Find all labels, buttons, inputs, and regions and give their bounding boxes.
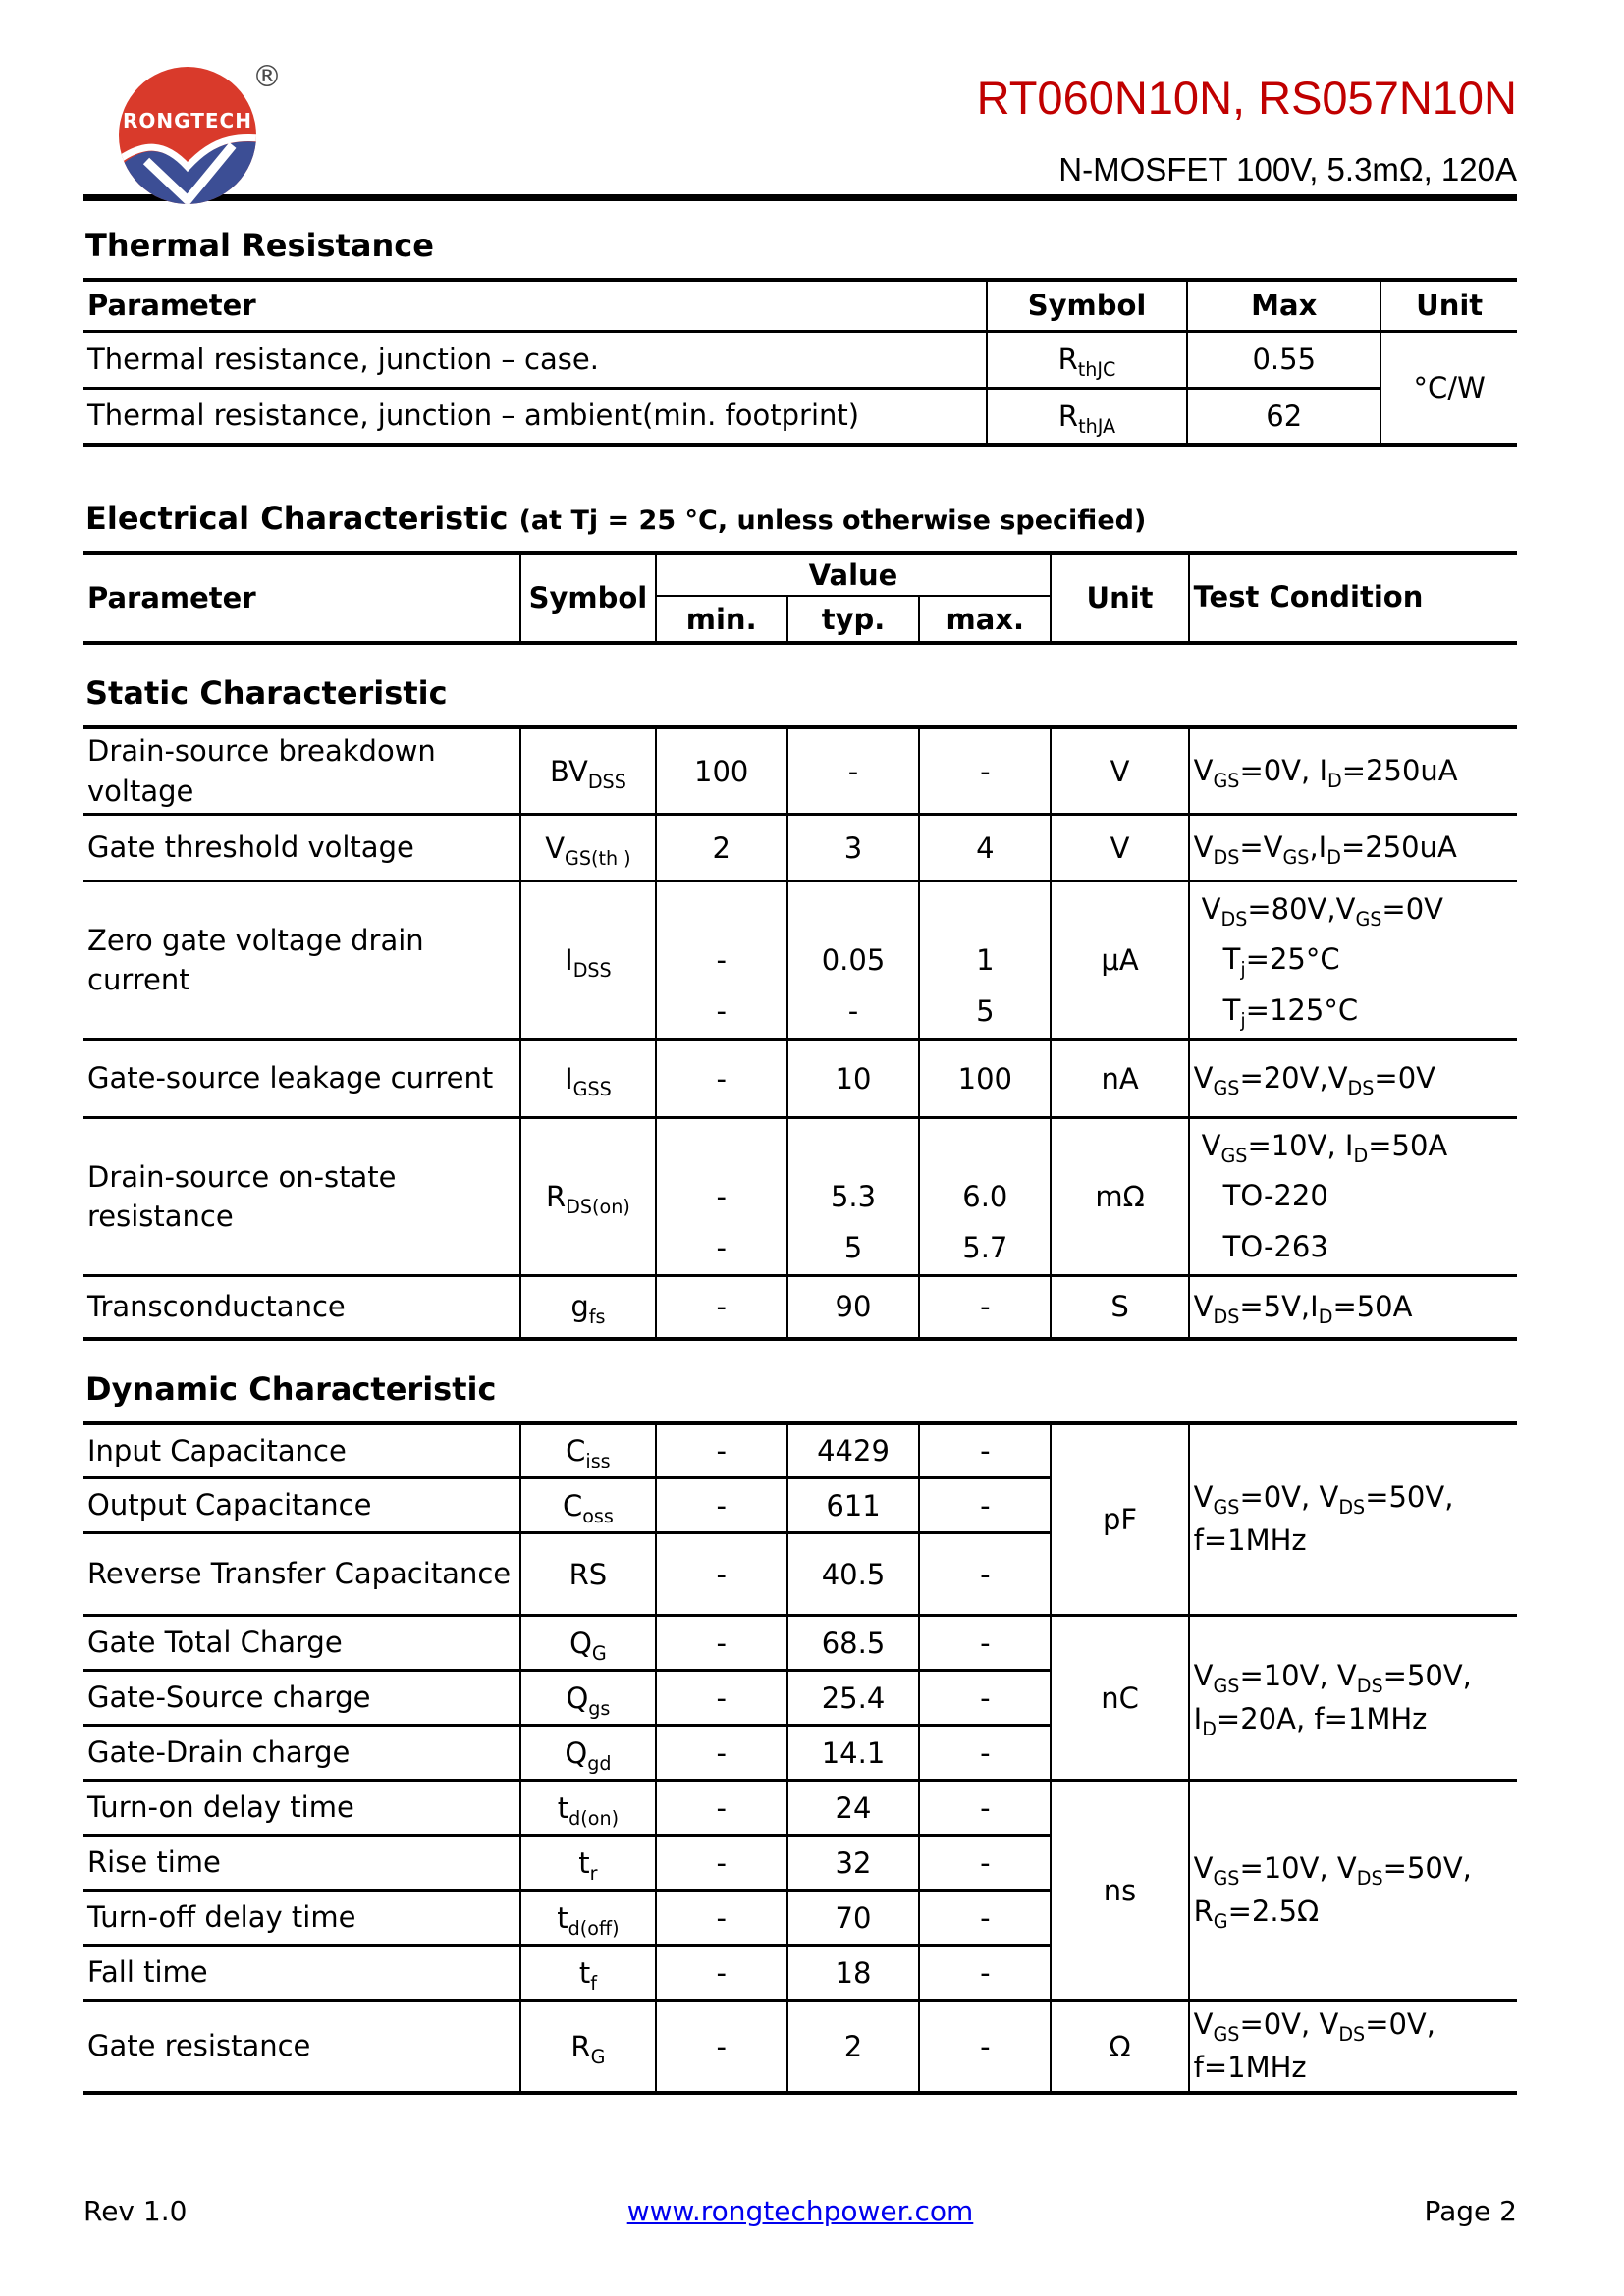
test-cell: $V_{GS}=0V$, $I_D=250uA$ — [1189, 727, 1517, 815]
test-cell: $V_{GS}=10V$, $V_{DS}=50V$, $I_D=20A$, f=1MHz — [1189, 1616, 1517, 1781]
test-cell: $V_{DS}=V_{GS},I_D=250uA$ — [1189, 815, 1517, 881]
table-row — [83, 881, 1517, 1040]
col-header-value: Value — [656, 553, 1052, 596]
symbol-cell: $R_{thJC}$ — [987, 331, 1187, 388]
symbol-cell: $t_f$ — [520, 1946, 655, 2001]
test-cell: $V_{DS}=80V,V_{GS}=0V$ $T_j=25^\circ C$ $T_j=125^\circ C$ — [1189, 881, 1517, 1040]
table-row — [83, 2001, 1517, 2094]
table-row — [83, 1118, 1517, 1276]
typ-cell: 18 — [787, 1946, 919, 2001]
min-cell: - — [656, 1781, 787, 1836]
min-cell: - — [656, 1836, 787, 1891]
min-cell: - — [656, 1671, 787, 1726]
product-subtitle: N-MOSFET 100V, 5.3mΩ, 120A — [1058, 150, 1517, 187]
max-cell: - — [919, 1946, 1051, 2001]
brand-logo — [117, 59, 289, 230]
table-header-row — [83, 280, 1517, 331]
col-header-symbol: Symbol — [987, 280, 1187, 331]
typ-cell: 70 — [787, 1891, 919, 1946]
max-cell: - — [919, 1726, 1051, 1781]
table-header-row — [83, 553, 1517, 596]
website-link[interactable]: www.rongtechpower.com — [626, 2195, 974, 2227]
test-cell: $V_{GS}=10V$, $I_D=50A$ TO-220 TO-263 — [1189, 1118, 1517, 1276]
test-cell: $V_{GS}=0V$, $V_{DS}=50V$, f=1MHz — [1189, 1423, 1517, 1616]
param-cell: Input Capacitance — [83, 1423, 520, 1478]
test-cell: $V_{GS}=10V$, $V_{DS}=50V$, $R_G=2.5\Omega$ — [1189, 1781, 1517, 2001]
max-cell: 100 — [919, 1040, 1051, 1118]
max-cell: 4 — [919, 815, 1051, 881]
revision-label: Rev 1.0 — [83, 2195, 188, 2227]
typ-cell: 4429 — [787, 1423, 919, 1478]
col-header-unit: Unit — [1051, 553, 1188, 643]
test-cell: $V_{DS}=5V,I_D=50A$ — [1189, 1276, 1517, 1339]
max-cell: 0.55 — [1187, 331, 1380, 388]
header-rule — [83, 194, 1517, 201]
symbol-cell: $Q_{gs}$ — [520, 1671, 655, 1726]
unit-cell: S — [1051, 1276, 1188, 1339]
section-heading-electrical — [85, 500, 1517, 537]
typ-cell: 32 — [787, 1836, 919, 1891]
typ-cell: 5.3 5 — [787, 1118, 919, 1276]
param-cell: Reverse Transfer Capacitance — [83, 1533, 520, 1616]
table-row — [83, 1040, 1517, 1118]
symbol-cell: $I_{DSS}$ — [520, 881, 655, 1040]
typ-cell: 2 — [787, 2001, 919, 2094]
max-cell: 62 — [1187, 388, 1380, 445]
min-cell: 2 — [656, 815, 787, 881]
unit-cell: nC — [1051, 1616, 1188, 1781]
static-table — [83, 725, 1517, 1341]
typ-cell: 90 — [787, 1276, 919, 1339]
min-cell: - — [656, 1423, 787, 1478]
col-header-max: Max — [1187, 280, 1380, 331]
symbol-cell: $t_{d(on)}$ — [520, 1781, 655, 1836]
table-row — [83, 727, 1517, 815]
min-cell: 100 — [656, 727, 787, 815]
param-cell: Zero gate voltage drain current — [83, 881, 520, 1040]
table-row — [83, 1276, 1517, 1339]
param-cell: Gate-source leakage current — [83, 1040, 520, 1118]
page-number: Page 2 — [1424, 2195, 1517, 2227]
max-cell: - — [919, 1891, 1051, 1946]
unit-cell: V — [1051, 815, 1188, 881]
typ-cell: 10 — [787, 1040, 919, 1118]
unit-cell: mΩ — [1051, 1118, 1188, 1276]
table-row — [83, 331, 1517, 388]
electrical-heading-text: Electrical Characteristic — [85, 500, 509, 537]
symbol-cell: $R_{thJA}$ — [987, 388, 1187, 445]
min-cell: - — [656, 1276, 787, 1339]
electrical-heading-note: (at Tj = 25 °C, unless otherwise specified) — [518, 506, 1147, 536]
min-cell: - — [656, 1533, 787, 1616]
logo-brand-text: RONGTECH — [123, 109, 252, 133]
min-cell: - — [656, 2001, 787, 2094]
col-header-parameter: Parameter — [83, 280, 987, 331]
symbol-cell: $Q_G$ — [520, 1616, 655, 1671]
symbol-cell: RS — [520, 1533, 655, 1616]
unit-cell: V — [1051, 727, 1188, 815]
unit-cell: °C/W — [1380, 331, 1517, 445]
max-cell: 1 5 — [919, 881, 1051, 1040]
max-cell: - — [919, 1423, 1051, 1478]
symbol-cell: $R_G$ — [520, 2001, 655, 2094]
typ-cell: 611 — [787, 1478, 919, 1533]
typ-cell: - — [787, 727, 919, 815]
max-cell: - — [919, 1671, 1051, 1726]
table-row — [83, 1423, 1517, 1478]
product-title: RT060N10N, RS057N10N — [976, 72, 1517, 124]
table-row — [83, 1781, 1517, 1836]
param-cell: Fall time — [83, 1946, 520, 2001]
col-header-min: min. — [656, 596, 787, 643]
typ-cell: 3 — [787, 815, 919, 881]
symbol-cell: $R_{DS(on)}$ — [520, 1118, 655, 1276]
unit-cell: ns — [1051, 1781, 1188, 2001]
max-cell: - — [919, 727, 1051, 815]
max-cell: - — [919, 2001, 1051, 2094]
thermal-table — [83, 278, 1517, 447]
symbol-cell: $Q_{gd}$ — [520, 1726, 655, 1781]
typ-cell: 68.5 — [787, 1616, 919, 1671]
title-block — [977, 49, 1517, 188]
typ-cell: 14.1 — [787, 1726, 919, 1781]
col-header-max: max. — [919, 596, 1051, 643]
section-heading-dynamic: Dynamic Characteristic — [85, 1369, 497, 1408]
param-cell: Turn-on delay time — [83, 1781, 520, 1836]
page-header — [83, 0, 1517, 194]
param-cell: Gate resistance — [87, 2029, 311, 2063]
col-header-typ: typ. — [787, 596, 919, 643]
min-cell: - — [656, 1616, 787, 1671]
unit-cell: Ω — [1051, 2001, 1188, 2094]
symbol-cell: $V_{GS(th )}$ — [520, 815, 655, 881]
col-header-parameter: Parameter — [87, 580, 256, 614]
max-cell: - — [919, 1836, 1051, 1891]
min-cell: - - — [656, 881, 787, 1040]
max-cell: 6.0 5.7 — [919, 1118, 1051, 1276]
test-cell: $V_{GS}=20V,V_{DS}=0V$ — [1189, 1040, 1517, 1118]
col-header-unit: Unit — [1380, 280, 1517, 331]
param-cell: Drain-source breakdown voltage — [83, 727, 520, 815]
symbol-cell: $C_{iss}$ — [520, 1423, 655, 1478]
table-row — [83, 1616, 1517, 1671]
max-cell: - — [919, 1616, 1051, 1671]
param-cell: Gate-Drain charge — [83, 1726, 520, 1781]
min-cell: - — [656, 1726, 787, 1781]
unit-cell: nA — [1051, 1040, 1188, 1118]
max-cell: - — [919, 1781, 1051, 1836]
param-cell: Rise time — [83, 1836, 520, 1891]
max-cell: - — [919, 1276, 1051, 1339]
param-cell: Transconductance — [87, 1290, 346, 1324]
symbol-cell: $t_r$ — [520, 1836, 655, 1891]
min-cell: - - — [656, 1118, 787, 1276]
min-cell: - — [656, 1040, 787, 1118]
symbol-cell: $g_{fs}$ — [520, 1276, 655, 1339]
param-cell: Output Capacitance — [83, 1478, 520, 1533]
typ-cell: 25.4 — [787, 1671, 919, 1726]
typ-cell: 40.5 — [787, 1533, 919, 1616]
page-footer — [83, 2195, 1517, 2227]
typ-cell: 0.05 - — [787, 881, 919, 1040]
symbol-cell: $t_{d(off)}$ — [520, 1891, 655, 1946]
test-cell: $V_{GS}=0V$, $V_{DS}=0V$, f=1MHz — [1189, 2001, 1517, 2094]
param-cell: Gate threshold voltage — [83, 815, 520, 881]
registered-trademark-icon: ® — [252, 60, 282, 94]
unit-cell: μA — [1051, 881, 1188, 1040]
min-cell: - — [656, 1478, 787, 1533]
symbol-cell: $C_{oss}$ — [520, 1478, 655, 1533]
col-header-symbol: Symbol — [520, 553, 655, 643]
unit-cell: pF — [1051, 1423, 1188, 1616]
typ-cell: 24 — [787, 1781, 919, 1836]
param-cell: Drain-source on-state resistance — [83, 1118, 520, 1276]
param-cell: Thermal resistance, junction – ambient(min. footprint) — [87, 399, 860, 433]
min-cell: - — [656, 1891, 787, 1946]
rongtech-logo-icon — [117, 59, 289, 226]
col-header-test-condition: Test Condition — [1189, 553, 1517, 643]
param-cell: Gate-Source charge — [83, 1671, 520, 1726]
param-cell: Gate Total Charge — [83, 1616, 520, 1671]
dynamic-table — [83, 1421, 1517, 2096]
table-row — [83, 388, 1517, 445]
symbol-cell: $I_{GSS}$ — [520, 1040, 655, 1118]
max-cell: - — [919, 1533, 1051, 1616]
table-row — [83, 815, 1517, 881]
param-cell: Thermal resistance, junction – case. — [83, 331, 987, 388]
symbol-cell: $BV_{DSS}$ — [520, 727, 655, 815]
max-cell: - — [919, 1478, 1051, 1533]
param-cell: Turn-off delay time — [83, 1891, 520, 1946]
section-heading-thermal: Thermal Resistance — [85, 227, 434, 264]
min-cell: - — [656, 1946, 787, 2001]
section-heading-static: Static Characteristic — [85, 674, 448, 712]
electrical-header-table — [83, 551, 1517, 645]
